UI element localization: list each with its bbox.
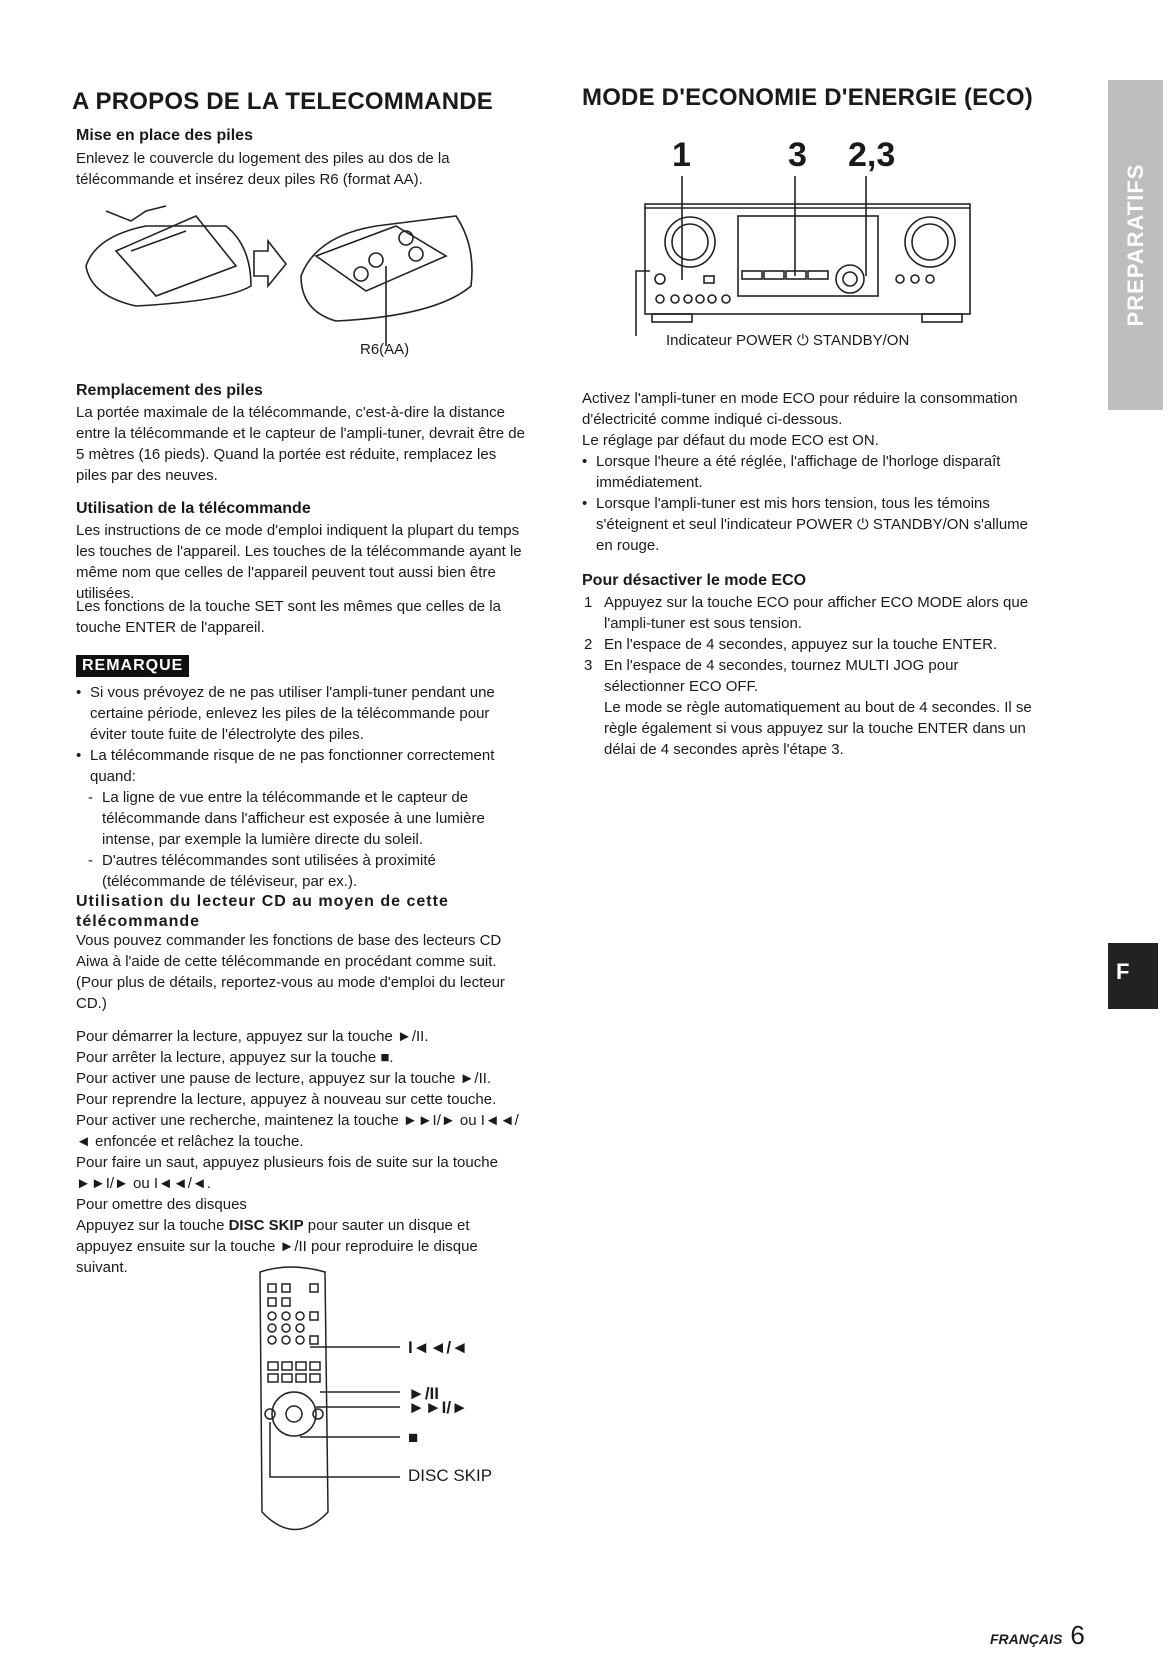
remarque-bullet: • La télécommande risque de ne pas fonctionner correctement quand: [76,745,528,787]
s4-title: Utilisation du lecteur CD au moyen de cette télécommande [76,893,449,930]
cd-line: Pour arrêter la lecture, appuyez sur la touche ■. [76,1049,394,1066]
remote-label-play-pause: ►/II [408,1384,439,1403]
eco-intro [582,388,1042,556]
left-title: A PROPOS DE LA TELECOMMANDE [72,88,493,115]
eco-bullet: • Lorsque l'ampli-tuner est mis hors tension, tous les témoins s'éteignent et seul l'indicateur POWER ⏻ STANDBY/ON s'allume en rouge. [582,493,1042,556]
indicator-label: Indicateur POWER ⏻ STANDBY/ON [666,332,910,349]
eco-p1: Activez l'ampli-tuner en mode ECO pour réduire la consommation d'électricité comme indiqué ci-dessous. [582,390,1018,428]
cd-line: Pour omettre des disques [76,1196,247,1213]
battery-label: R6(AA) [360,341,410,358]
footer-lang: FRANÇAIS [990,1631,1063,1647]
remote-label-prev: I◄◄/◄ [408,1338,468,1357]
s4-text: Vous pouvez commander les fonctions de base des lecteurs CD Aiwa à l'aide de cette télécommande en procédant comme suit. (Pour plus de détails, reportez-vous au mode d'emploi du lecteur CD.) [76,932,505,1012]
disc-skip-bold: DISC SKIP [228,1217,304,1234]
s3-text2: Les fonctions de la touche SET sont les mêmes que celles de la touche ENTER de l'appareil. [76,598,501,636]
cd-line: Pour activer une pause de lecture, appuyez sur la touche ►/II. [76,1070,492,1087]
cd-instructions [76,1026,528,1278]
page-number: 6 [1070,1620,1085,1650]
remote-label-stop: ■ [408,1428,419,1447]
language-tab [1108,943,1158,1009]
remarque-badge: REMARQUE [76,655,189,677]
eco-steps [582,592,1042,760]
language-tab-label: F [1116,959,1130,984]
cd-line: Pour activer une recherche, maintenez la touche ►►I/► ou I◄◄/◄ enfoncée et relâchez la touche. [76,1112,519,1150]
cd-line: Pour faire un saut, appuyez plusieurs fois de suite sur la touche ►►I/► ou I◄◄/◄. [76,1154,498,1192]
eco-bullets [582,451,1042,556]
eco-bullet: • Lorsque l'heure a été réglée, l'affichage de l'horloge disparaît immédiatement. [582,451,1042,493]
fig-num-1: 1 [672,136,691,174]
battery-illustration [76,196,496,366]
fig-num-23: 2,3 [848,136,896,174]
remarque-bullet: • Si vous prévoyez de ne pas utiliser l'ampli-tuner pendant une certaine période, enlevez les piles de la télécommande pour éviter toute fuite de l'électrolyte des piles. [76,682,528,745]
eco-step: 1 Appuyez sur la touche ECO pour afficher ECO MODE alors que l'ampli-tuner est sous tension. [584,594,1029,632]
amplifier-illustration [630,176,980,336]
remote-label-next: ►►I/► [408,1398,468,1417]
side-tab-label: PREPARATIFS [1122,163,1148,327]
remote-label-disc-skip: DISC SKIP [408,1466,493,1485]
eco-step: 2 En l'espace de 4 secondes, appuyez sur la touche ENTER. [584,636,998,653]
remarque-dash: - D'autres télécommandes sont utilisées à proximité (télécommande de téléviseur, par ex.). [76,850,528,892]
eco-p2: Le réglage par défaut du mode ECO est ON. [582,432,879,449]
s3-title: Utilisation de la télécommande [76,500,311,517]
remarque-list [76,682,528,892]
s3-text1: Les instructions de ce mode d'emploi indiquent la plupart du temps les touches de l'appareil. Les touches de la télécommande ayant le même nom que celles de l'appareil peuvent tout aussi bien être utilisées. [76,522,522,602]
cd-line: Pour démarrer la lecture, appuyez sur la touche ►/II. [76,1028,429,1045]
right-title: MODE D'ECONOMIE D'ENERGIE (ECO) [582,84,1033,111]
fig-num-3: 3 [788,136,807,174]
remote-illustration [250,1262,410,1552]
page-footer [990,1620,1085,1651]
cd-line: Pour reprendre la lecture, appuyez à nouveau sur cette touche. [76,1091,497,1108]
s2-title: Remplacement des piles [76,382,263,399]
s1-title: Mise en place des piles [76,127,253,144]
remarque-dash: - La ligne de vue entre la télécommande et le capteur de télécommande dans l'afficheur est exposée à une lumière intense, par exemple la lumière directe du soleil. [76,787,528,850]
s1-text: Enlevez le couvercle du logement des piles au dos de la télécommande et insérez deux piles R6 (format AA). [76,150,450,188]
eco-step: 3 En l'espace de 4 secondes, tournez MULTI JOG pour sélectionner ECO OFF. [584,657,959,695]
eco-step-note: Le mode se règle automatiquement au bout de 4 secondes. Il se règle également si vous appuyez sur la touche ENTER dans un délai de 4 secondes après l'étape 3. [604,699,1032,758]
s2-text: La portée maximale de la télécommande, c'est-à-dire la distance entre la télécommande et le capteur de l'ampli-tuner, devrait être de 5 mètres (16 pieds). Quand la portée est réduite, remplacez les piles par des neuves. [76,404,525,484]
eco-steps-title: Pour désactiver le mode ECO [582,572,807,589]
cd-line: Appuyez sur la touche DISC SKIP pour sauter un disque et appuyez ensuite sur la touche ►/II pour reproduire le disque suivant. [76,1217,478,1276]
side-tab [1108,80,1163,410]
